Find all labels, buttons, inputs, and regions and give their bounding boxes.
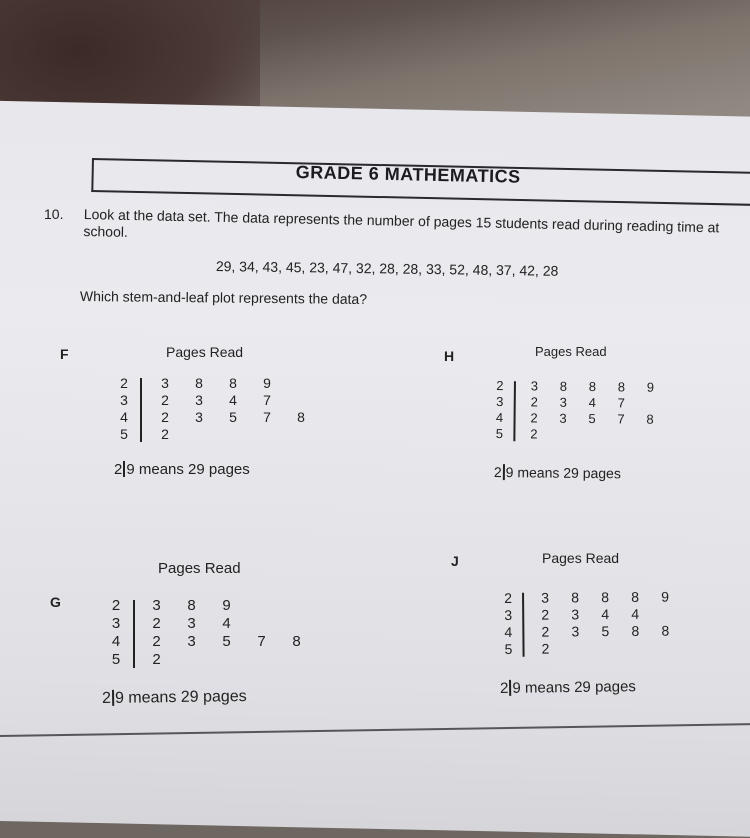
leaf-value: 5 <box>229 409 237 425</box>
plot-key-g <box>102 688 247 708</box>
leaf-value: 3 <box>559 410 567 426</box>
plot-stems-g <box>107 597 125 669</box>
leaf-value: 8 <box>229 375 237 391</box>
leaf-value: 2 <box>152 633 161 650</box>
leaf-value: 7 <box>257 633 266 650</box>
data-set: 29, 34, 43, 45, 23, 47, 32, 28, 28, 33, 52, 48, 37, 42, 28 <box>215 258 559 279</box>
leaf-value: 3 <box>187 615 196 632</box>
leaf-value: 8 <box>617 379 626 395</box>
leaf-value: 3 <box>195 392 203 408</box>
leaf-row <box>530 622 680 640</box>
leaf-value: 9 <box>263 375 271 391</box>
leaf-value: 7 <box>617 395 625 411</box>
leaf-value: 3 <box>187 633 196 650</box>
stem-value: 3 <box>120 392 128 408</box>
key-text-h: 9 means 29 pages <box>505 464 621 482</box>
leaf-row <box>520 394 665 412</box>
leaf-value: 8 <box>292 633 301 650</box>
stem-value: 4 <box>111 633 121 650</box>
leaf-value: 2 <box>161 409 169 425</box>
stem-value: 3 <box>111 615 121 632</box>
leaf-value: 3 <box>541 589 550 606</box>
leaf-value: 3 <box>195 409 203 425</box>
leaf-value: 3 <box>161 375 169 391</box>
plot-key-j <box>500 678 636 697</box>
leaf-value: 4 <box>588 395 596 411</box>
option-label-f[interactable]: F <box>60 346 69 362</box>
option-label-j[interactable]: J <box>451 553 459 569</box>
key-stem-g: 2 <box>102 689 112 707</box>
plot-stems-j <box>500 590 517 658</box>
option-label-h[interactable]: H <box>444 348 455 364</box>
plot-stems-f <box>114 375 134 443</box>
stem-value: 5 <box>495 426 504 442</box>
key-divider-h <box>503 464 505 480</box>
question-number: 10. <box>44 206 64 222</box>
leaf-row <box>139 615 314 633</box>
plot-key-h <box>494 464 621 481</box>
leaf-value: 9 <box>646 379 655 395</box>
key-text-g: 9 means 29 pages <box>114 687 247 707</box>
leaf-value: 5 <box>601 623 610 640</box>
leaf-value: 9 <box>661 588 670 605</box>
plot-divider-f <box>140 378 142 442</box>
leaf-value: 9 <box>222 597 231 614</box>
leaf-value: 2 <box>161 392 169 408</box>
leaf-value: 2 <box>152 651 161 668</box>
question-prompt: Which stem-and-leaf plot represents the data? <box>79 288 368 308</box>
leaf-row <box>139 597 314 615</box>
stem-value: 2 <box>120 375 128 391</box>
leaf-value: 4 <box>601 606 610 623</box>
stem-value: 4 <box>120 409 128 425</box>
leaf-row <box>519 426 664 444</box>
leaf-value: 2 <box>541 640 550 657</box>
plot-leaves-g <box>139 597 314 669</box>
stem-value: 3 <box>496 394 504 410</box>
plot-title-j: Pages Read <box>542 550 620 566</box>
leaf-value: 7 <box>263 392 271 408</box>
key-stem-h: 2 <box>493 464 502 481</box>
stem-value: 5 <box>504 640 513 657</box>
leaf-value: 8 <box>195 375 203 391</box>
leaf-value: 8 <box>631 622 640 639</box>
leaf-value: 3 <box>571 623 580 640</box>
leaf-value: 3 <box>530 378 539 394</box>
leaf-value: 2 <box>541 606 550 623</box>
plot-leaves-h <box>519 378 665 444</box>
leaf-row <box>530 605 680 623</box>
leaf-value: 7 <box>617 411 625 427</box>
leaf-value: 2 <box>530 394 538 410</box>
plot-leaves-j <box>530 588 681 657</box>
option-label-g[interactable]: G <box>50 594 61 610</box>
leaf-value: 8 <box>559 378 568 394</box>
leaf-row <box>519 410 664 428</box>
leaf-value: 8 <box>297 409 305 425</box>
key-text-f: 9 means 29 pages <box>126 461 250 478</box>
leaf-value: 5 <box>222 633 231 650</box>
stem-value: 5 <box>111 651 121 668</box>
leaf-row <box>148 409 318 426</box>
plot-divider-g <box>133 600 135 668</box>
leaf-value: 4 <box>222 615 231 632</box>
leaf-value: 2 <box>161 426 169 442</box>
leaf-value: 8 <box>601 589 610 606</box>
plot-key-f <box>114 461 250 478</box>
leaf-row <box>148 426 318 443</box>
leaf-value: 7 <box>263 409 271 425</box>
key-stem-f: 2 <box>114 461 123 478</box>
leaf-row <box>530 639 680 657</box>
stem-value: 5 <box>120 426 128 442</box>
plot-title-h: Pages Read <box>535 344 607 359</box>
stem-value: 3 <box>504 606 513 623</box>
leaf-value: 8 <box>646 411 654 427</box>
leaf-value: 5 <box>588 411 596 427</box>
page-title: GRADE 6 MATHEMATICS <box>295 162 521 187</box>
key-stem-j: 2 <box>500 679 509 697</box>
leaf-value: 2 <box>530 410 538 426</box>
plot-title-g: Pages Read <box>158 560 241 577</box>
leaf-row <box>148 375 318 392</box>
stem-value: 2 <box>504 589 513 606</box>
leaf-value: 4 <box>631 605 640 622</box>
leaf-value: 8 <box>187 597 196 614</box>
leaf-value: 2 <box>530 426 538 442</box>
leaf-value: 8 <box>631 588 640 605</box>
leaf-value: 3 <box>559 394 567 410</box>
leaf-row <box>530 588 680 606</box>
leaf-row <box>148 392 318 409</box>
leaf-value: 2 <box>152 615 161 632</box>
leaf-value: 3 <box>152 597 161 614</box>
stem-value: 4 <box>504 623 513 640</box>
plot-title-f: Pages Read <box>166 344 244 360</box>
leaf-value: 8 <box>571 589 580 606</box>
stem-value: 2 <box>111 597 121 614</box>
leaf-value: 8 <box>588 379 597 395</box>
leaf-row <box>139 633 314 651</box>
leaf-value: 3 <box>571 606 580 623</box>
plot-stems-h <box>491 378 508 442</box>
leaf-value: 8 <box>661 622 670 639</box>
plot-leaves-f <box>148 375 318 443</box>
leaf-value: 4 <box>229 392 237 408</box>
key-divider-g <box>112 690 114 706</box>
leaf-row <box>520 378 665 396</box>
leaf-row <box>139 651 314 669</box>
key-text-j: 9 means 29 pages <box>512 678 636 697</box>
stem-value: 2 <box>496 378 504 394</box>
question-text: Look at the data set. The data represents the number of pages 15 students read during reading time at school. <box>83 206 720 240</box>
leaf-value: 2 <box>541 623 550 640</box>
stem-value: 4 <box>495 410 504 426</box>
